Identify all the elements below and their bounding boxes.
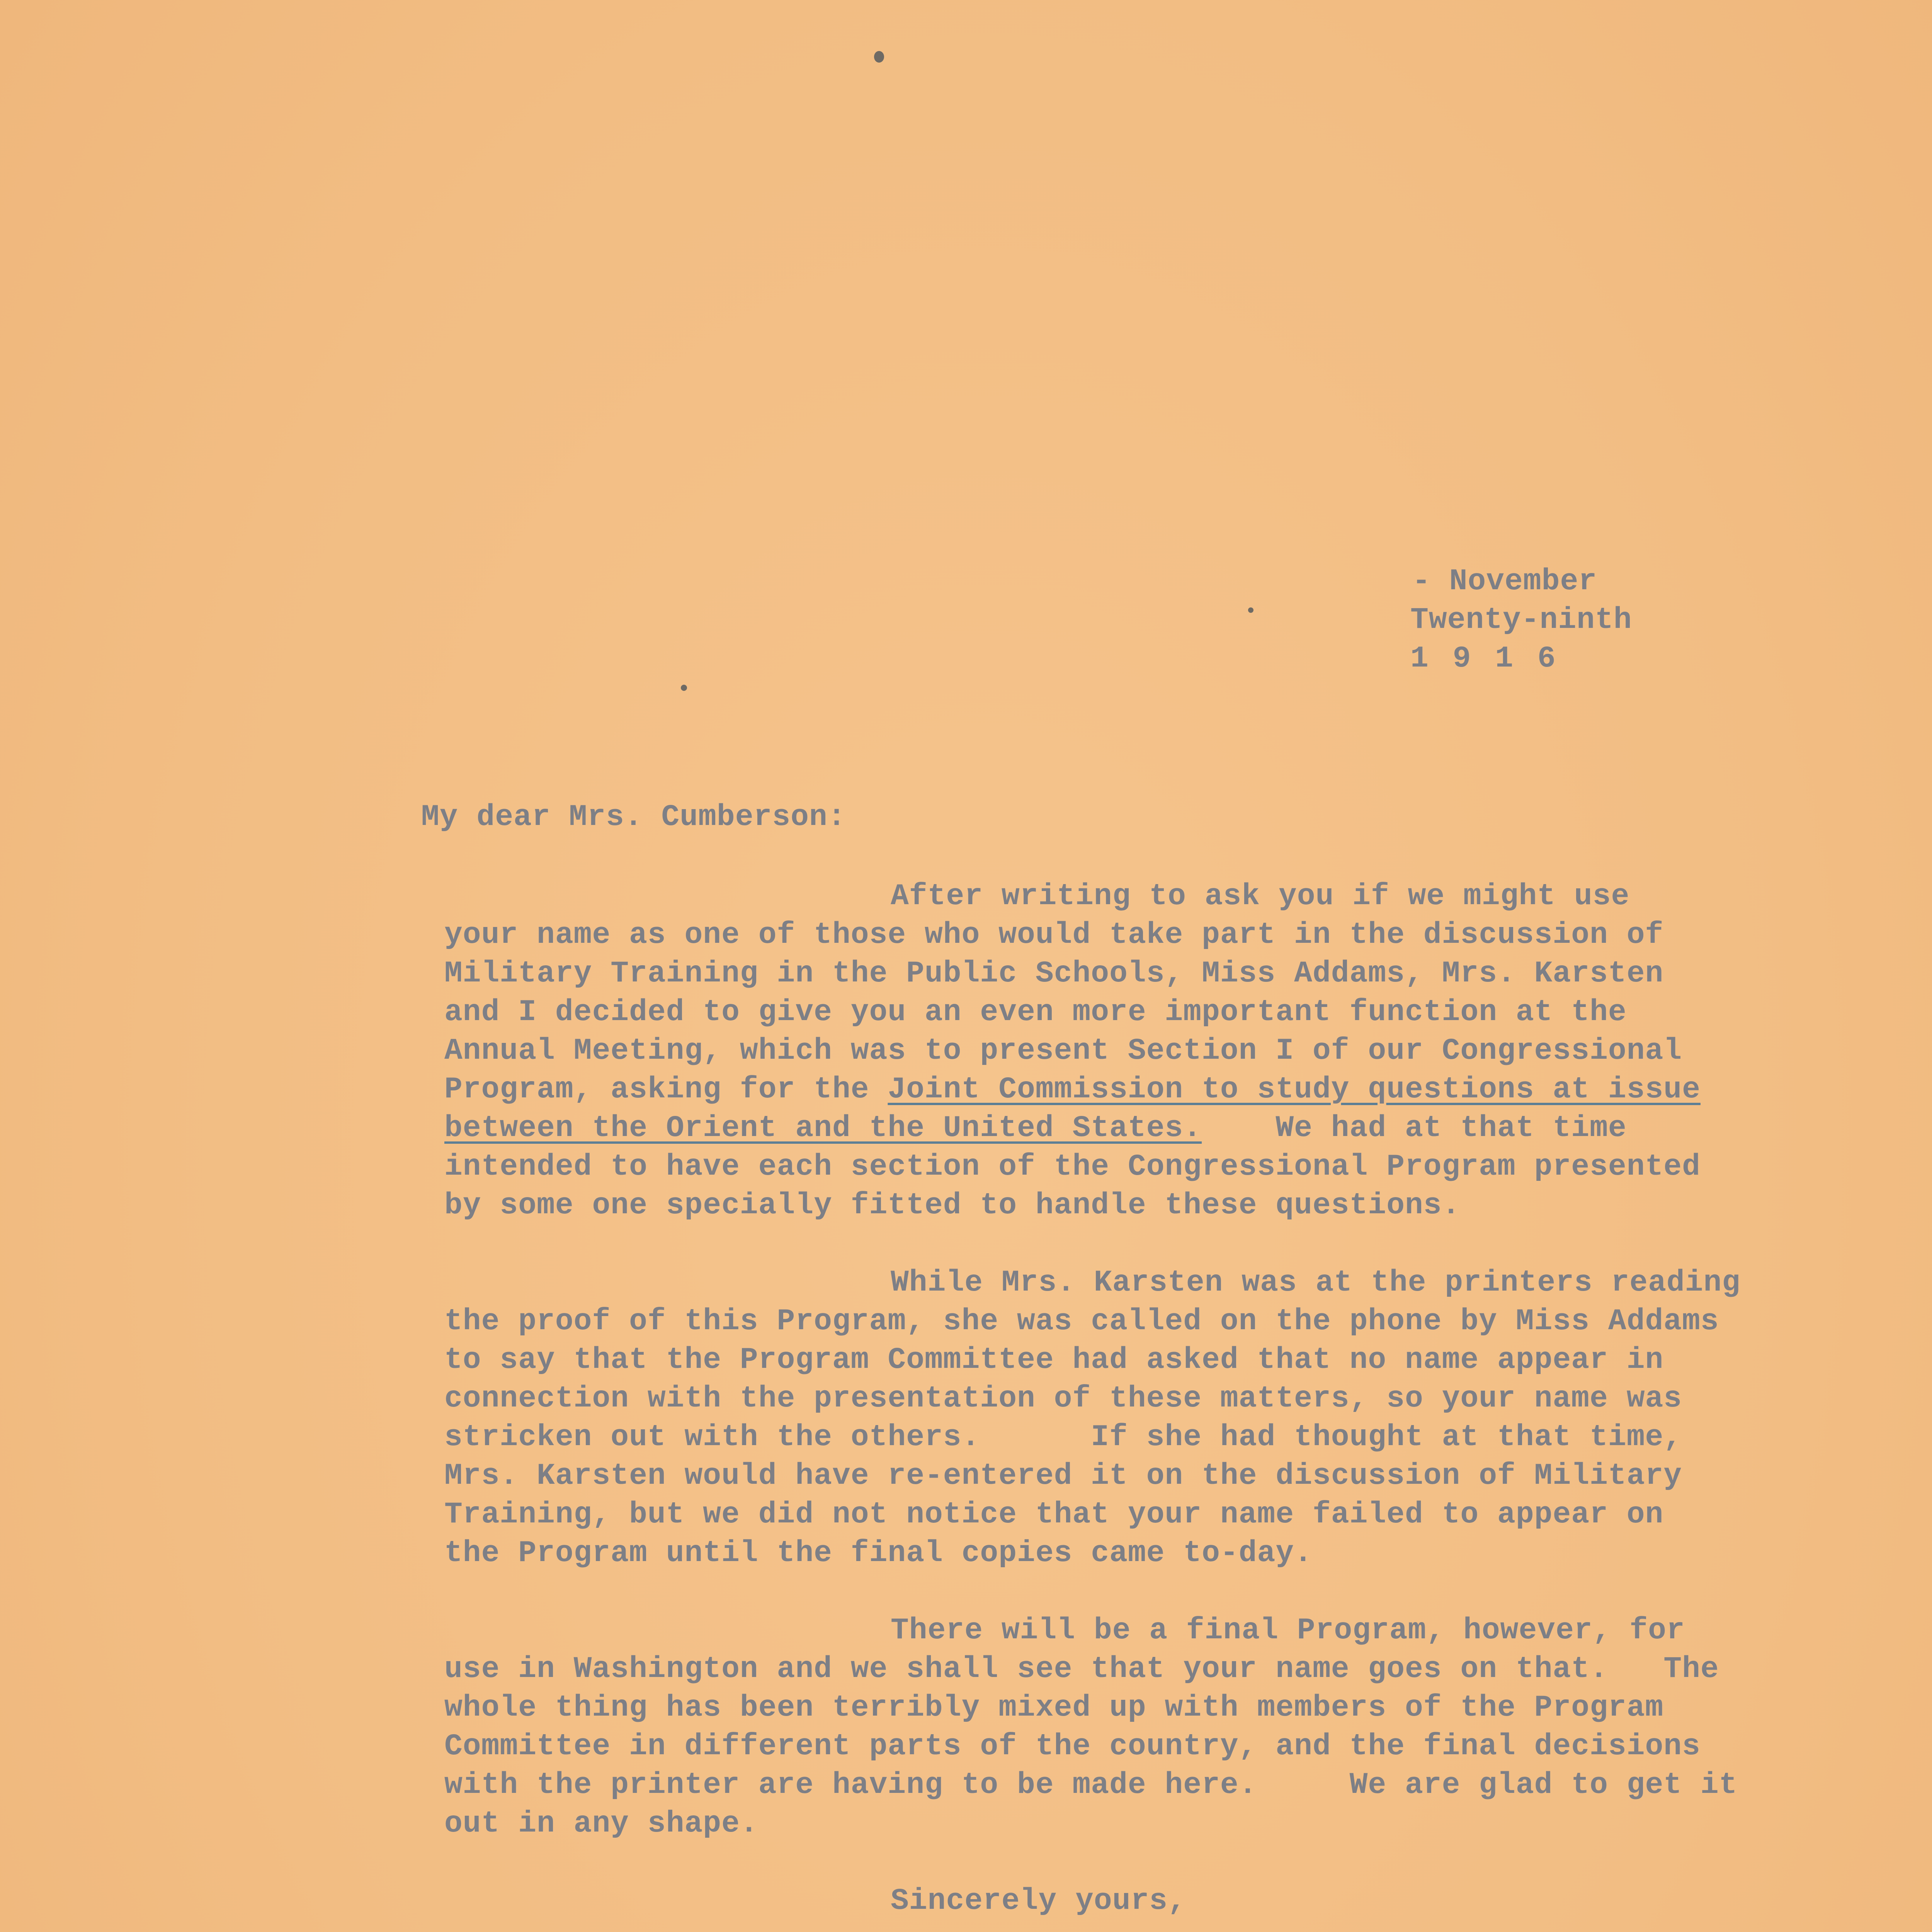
- underlined-text: between the Orient and the United States.: [444, 1111, 1202, 1145]
- paragraph-line: Committee in different parts of the country, and the final decisions: [444, 1730, 1701, 1764]
- paragraph-line: to say that the Program Committee had asked that no name appear in: [444, 1343, 1664, 1377]
- paragraph-line: While Mrs. Karsten was at the printers reading: [891, 1266, 1741, 1300]
- paragraph-line: stricken out with the others. If she had thought at that time,: [444, 1420, 1682, 1454]
- underlined-text: Joint Commission to study questions at issue: [888, 1073, 1701, 1107]
- paragraph-line: Mrs. Karsten would have re-entered it on the discussion of Military: [444, 1459, 1682, 1493]
- paragraph-line: with the printer are having to be made here. We are glad to get it: [444, 1768, 1738, 1802]
- paragraph-line: use in Washington and we shall see that your name goes on that. The: [444, 1652, 1719, 1686]
- paragraph-line: and I decided to give you an even more important function at the: [444, 995, 1627, 1029]
- paragraph-line: Training, but we did not notice that your name failed to appear on: [444, 1498, 1664, 1532]
- closing: Sincerely yours,: [891, 1884, 1186, 1918]
- paragraph-line: There will be a final Program, however, for: [891, 1614, 1685, 1648]
- paragraph-line: the Program until the final copies came to-day.: [444, 1536, 1313, 1570]
- date-year: 1 9 1 6: [1410, 642, 1559, 676]
- paper-speck: [681, 685, 687, 691]
- date-month: - November: [1412, 565, 1597, 599]
- paragraph-line: Annual Meeting, which was to present Section I of our Congressional: [444, 1034, 1682, 1068]
- paragraph-line: intended to have each section of the Congressional Program presented: [444, 1150, 1701, 1184]
- paragraph-line: Military Training in the Public Schools, Miss Addams, Mrs. Karsten: [444, 957, 1664, 991]
- paragraph-line: [444, 1109, 1627, 1148]
- paragraph-line: your name as one of those who would take part in the discussion of: [444, 918, 1664, 952]
- paragraph-line: out in any shape.: [444, 1807, 759, 1841]
- paragraph-line: whole thing has been terribly mixed up with members of the Program: [444, 1691, 1664, 1725]
- paper-speck: [874, 51, 884, 63]
- paragraph-text: We had at that time: [1202, 1111, 1627, 1145]
- paragraph-line: connection with the presentation of these matters, so your name was: [444, 1382, 1682, 1416]
- paragraph-line: After writing to ask you if we might use: [891, 879, 1630, 913]
- paragraph-line: the proof of this Program, she was called on the phone by Miss Addams: [444, 1304, 1719, 1338]
- paragraph-line: [444, 1070, 1701, 1109]
- paragraph-text: Program, asking for the: [444, 1073, 888, 1107]
- paper-speck: [1248, 607, 1253, 613]
- date-day: Twenty-ninth: [1410, 603, 1632, 637]
- paragraph-line: by some one specially fitted to handle these questions.: [444, 1189, 1461, 1223]
- salutation: My dear Mrs. Cumberson:: [421, 800, 846, 834]
